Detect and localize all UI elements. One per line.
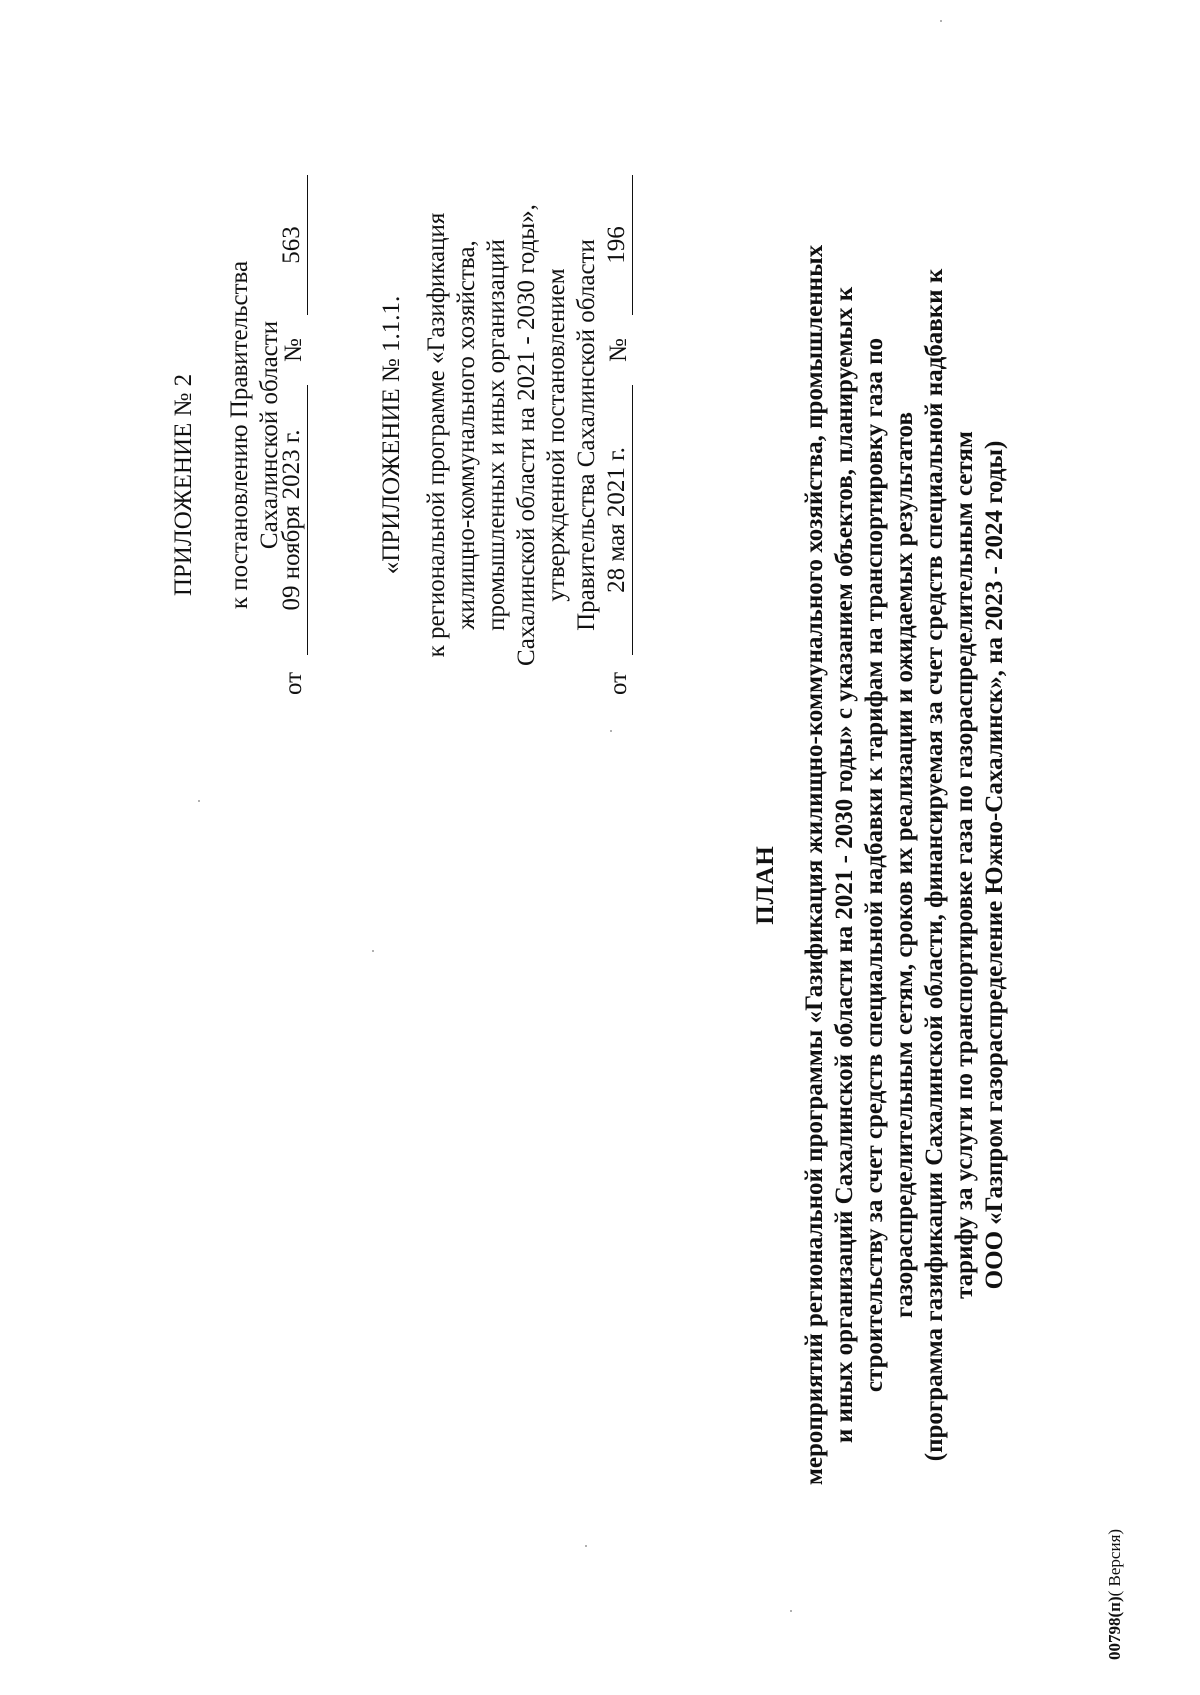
- prev-appendix-line: Правительства Сахалинской области: [573, 239, 600, 631]
- plan-line: ООО «Газпром газораспределение Южно-Сахалинск», на 2023 - 2024 годы): [981, 440, 1008, 1290]
- scan-speck: [790, 1610, 792, 1612]
- scan-speck: [585, 1545, 587, 1547]
- prev-appendix-line: Сахалинской области на 2021 - 2030 годы»,: [513, 204, 540, 666]
- prev-appendix-line: жилищно-коммунального хозяйства,: [453, 240, 480, 630]
- document-version: ( Версия): [1105, 1528, 1124, 1597]
- prev-appendix-line: промышленных и иных организаций: [483, 239, 510, 631]
- scan-speck: [372, 950, 374, 952]
- prev-appendix-line: к региональной программе «Газификация: [423, 212, 450, 658]
- appendix-line: Сахалинской области: [256, 320, 283, 550]
- appendix-date: 09 ноября 2023 г.: [277, 385, 308, 655]
- appendix-title: ПРИЛОЖЕНИЕ № 2: [170, 373, 197, 597]
- prev-appendix-line: утвержденной постановлением: [543, 268, 570, 602]
- scan-speck: [198, 800, 200, 802]
- plan-line: (программа газификации Сахалинской области, финансируемая за счет средств специальной надбавки к: [921, 268, 948, 1462]
- scan-speck: [610, 730, 612, 732]
- appendix-number: 563: [277, 175, 308, 315]
- from-label: от: [605, 671, 632, 695]
- from-label: от: [280, 671, 307, 695]
- plan-line: строительству за счет средств специальной надбавки к тарифам на транспортировку газа по: [861, 337, 888, 1393]
- plan-description: [800, 165, 1010, 1565]
- plan-title: ПЛАН: [752, 845, 779, 925]
- prev-appendix-number: 196: [602, 175, 633, 315]
- prev-appendix-signature-row: [602, 175, 633, 695]
- plan-line: газораспределительным сетям, сроков их реализации и ожидаемых результатов: [891, 412, 918, 1318]
- appendix-line: к постановлению Правительства: [226, 260, 253, 610]
- plan-line: мероприятий региональной программы «Газификация жилищно-коммунального хозяйства, промышленных: [801, 244, 828, 1486]
- appendix-signature-row: [277, 175, 308, 695]
- number-label: №: [605, 338, 632, 362]
- appendix-intro: [225, 175, 285, 695]
- document-code: [1105, 1529, 1125, 1660]
- plan-line: и иных организаций Сахалинской области на 2021 - 2030 годы» с указанием объектов, планируемых к: [831, 286, 858, 1444]
- document-code-number: 00798(п): [1105, 1596, 1124, 1660]
- prev-appendix-date: 28 мая 2021 г.: [602, 385, 633, 655]
- scan-speck: [940, 20, 942, 22]
- prev-appendix-title: «ПРИЛОЖЕНИЕ № 1.1.1.: [378, 295, 405, 575]
- number-label: №: [280, 338, 307, 362]
- plan-line: тарифу за услуги по транспортировке газа по газораспределительным сетям: [951, 431, 978, 1299]
- prev-appendix-intro: [422, 175, 602, 695]
